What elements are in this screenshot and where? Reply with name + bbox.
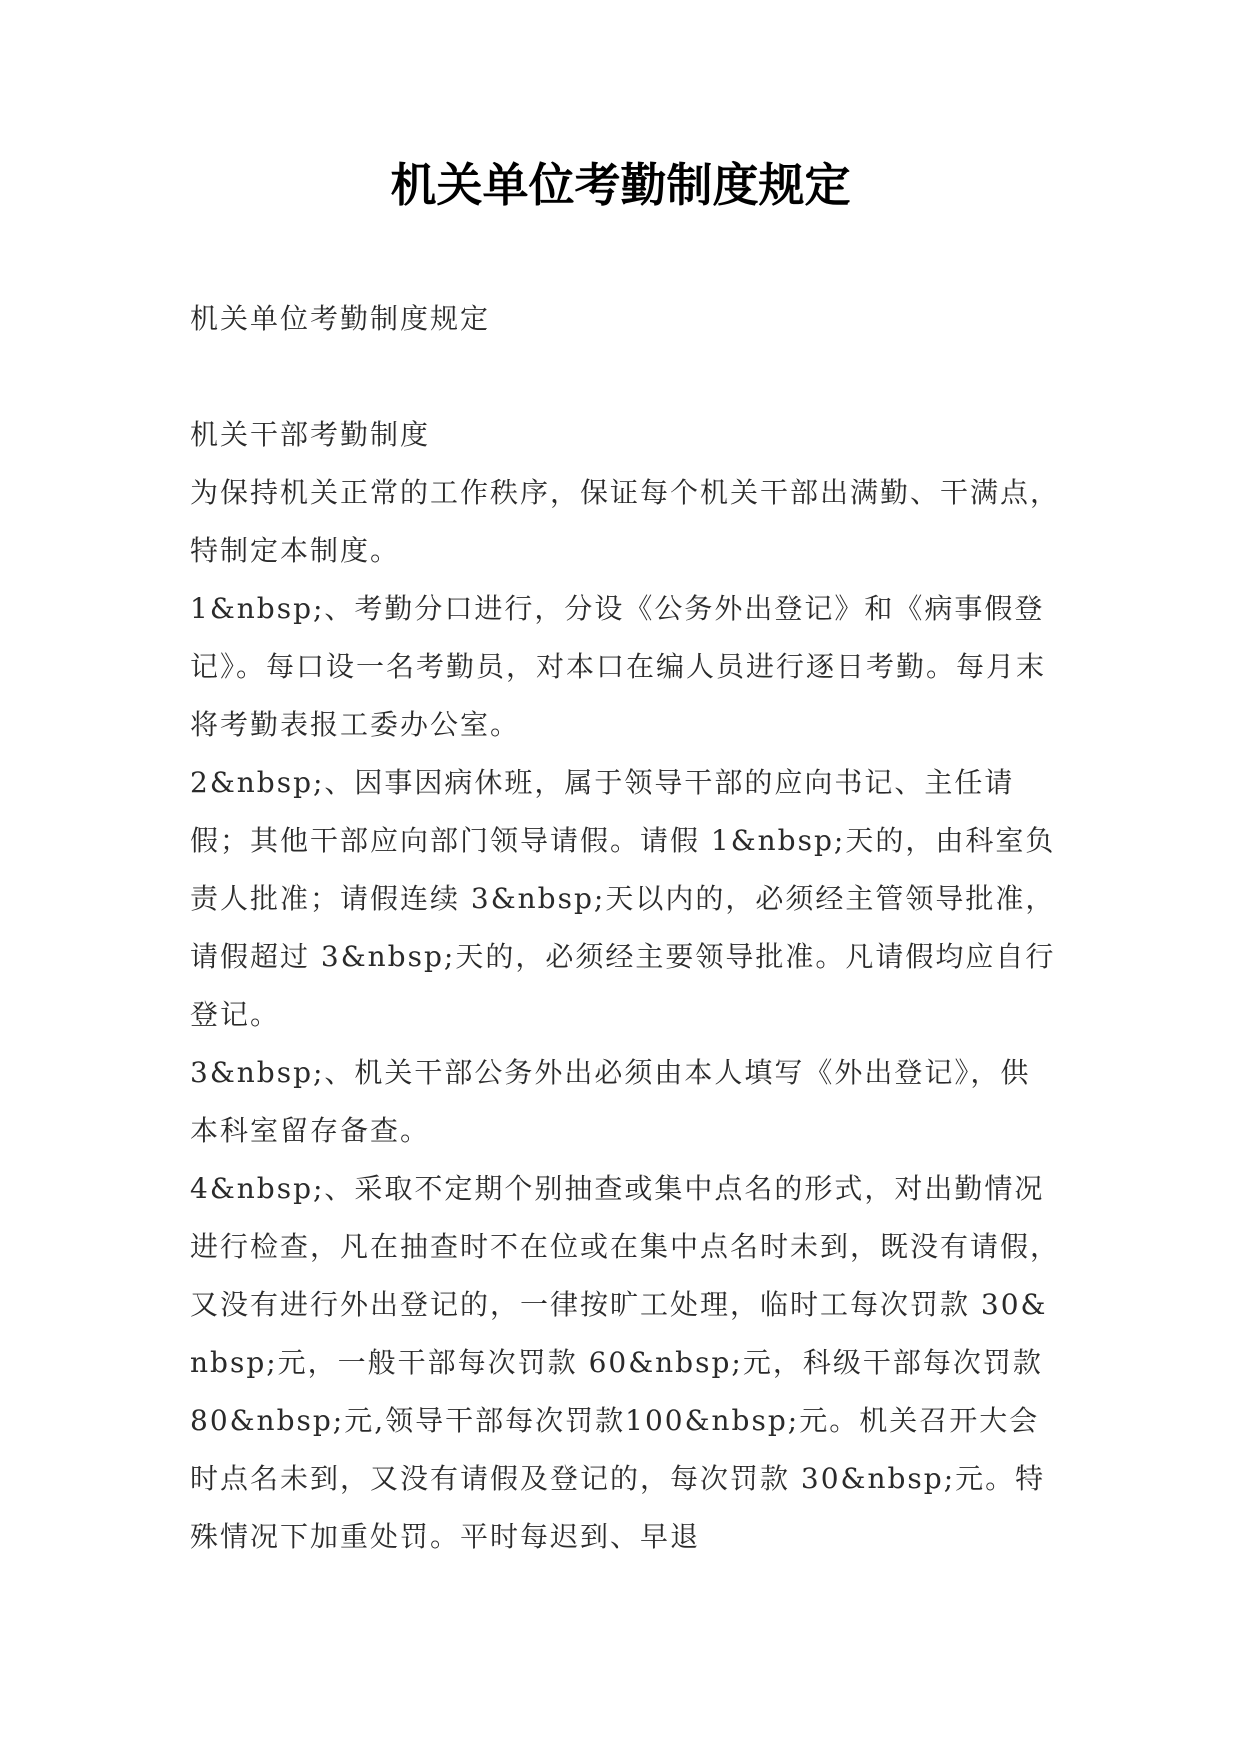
paragraph-item-4: 4&nbsp;、采取不定期个别抽查或集中点名的形式，对出勤情况进行检查，凡在抽查时不在位或在集中点名时未到，既没有请假，又没有进行外出登记的，一律按旷工处理，临时工每次罚款 30&nbsp;元，一般干部每次罚款 60&nbsp;元，科级干部每次罚款80&nbsp;元,领导干部每次罚款100&nbsp;元。机关召开大会时点名未到，又没有请假及登记的，每次罚款 30&nbsp;元。特殊情况下加重处罚。平时每迟到、早退 <box>190 1172 1061 1553</box>
paragraph-item-2: 2&nbsp;、因事因病休班，属于领导干部的应向书记、主任请假；其他干部应向部门领导请假。请假 1&nbsp;天的，由科室负责人批准；请假连续 3&nbsp;天以内的，必须经主管领导批准，请假超过 3&nbsp;天的，必须经主要领导批准。凡请假均应自行登记。 <box>190 766 1056 1031</box>
paragraph-item-3: 3&nbsp;、机关干部公务外出必须由本人填写《外出登记》，供本科室留存备查。 <box>190 1056 1031 1147</box>
paragraph-intro: 为保持机关正常的工作秩序，保证每个机关干部出满勤、干满点，特制定本制度。 <box>190 476 1061 567</box>
paragraph-item-1: 1&nbsp;、考勤分口进行，分设《公务外出登记》和《病事假登记》。每口设一名考勤员，对本口在编人员进行逐日考勤。每月末将考勤表报工委办公室。 <box>190 592 1047 741</box>
document-body <box>190 290 1060 1566</box>
document-title: 机关单位考勤制度规定 <box>390 158 851 212</box>
document-subtitle: 机关单位考勤制度规定 <box>190 302 491 335</box>
section-heading: 机关干部考勤制度 <box>190 418 431 451</box>
